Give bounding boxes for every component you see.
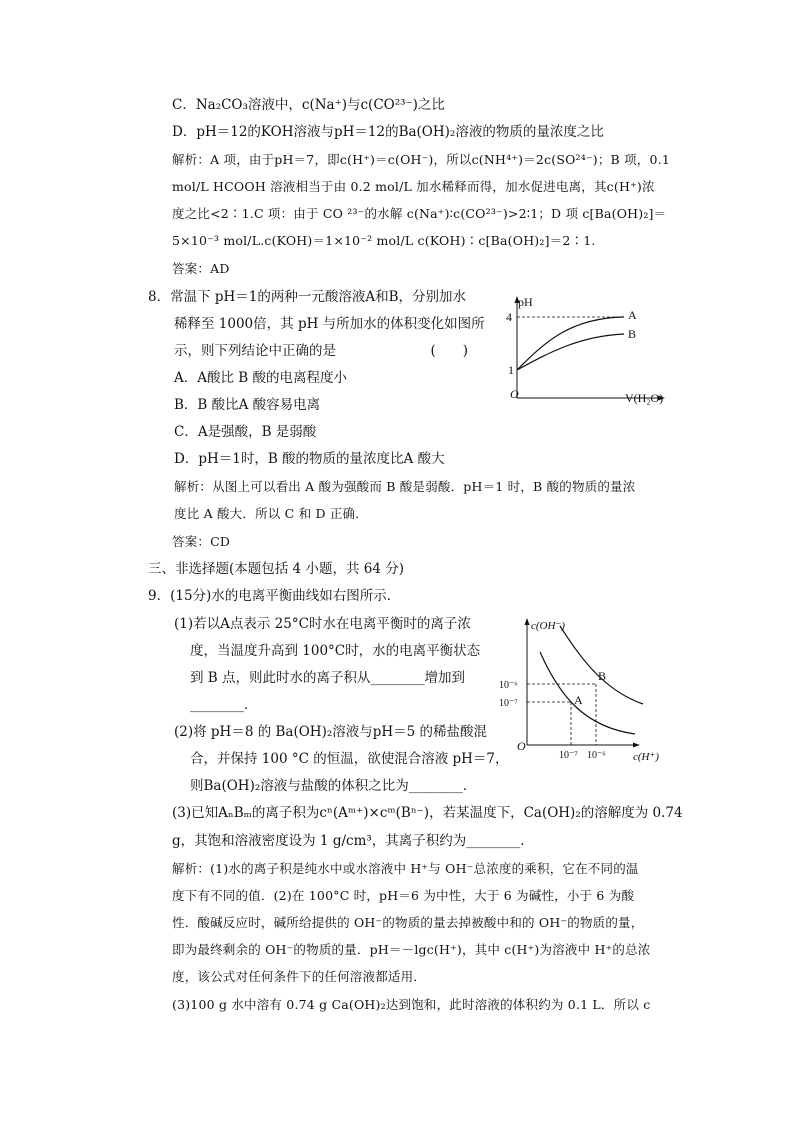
tick-label-1: 1 (508, 363, 514, 377)
origin-label: O (517, 739, 526, 753)
question-9-part-1: 度，当温度升高到 100°C时，水的电离平衡状态 (190, 643, 481, 659)
question-8-option-b: B．B 酸比A 酸容易电离 (174, 397, 321, 413)
question-8-option-d: D．pH＝1时，B 酸的物质的量浓度比A 酸大 (174, 451, 445, 467)
analysis-line: 度之比<2∶1.C 项：由于 CO ²³⁻的水解 c(Na⁺)∶c(CO²³⁻)>2∶1；D 项 c[Ba(OH)₂]＝ (172, 206, 667, 221)
figure-ph-dilution (500, 290, 680, 410)
question-9-part-3: g，其饱和溶液密度设为 1 g/cm³，其离子积约为________． (172, 833, 534, 849)
option-d-line: D．pH＝12的KOH溶液与pH＝12的Ba(OH)₂溶液的物质的量浓度之比 (172, 124, 604, 140)
analysis-line: 5×10⁻³ mol/L.c(KOH)＝1×10⁻² mol/L c(KOH)∶c[Ba(OH)₂]＝2∶1. (172, 233, 596, 248)
question-8-stem: 8．常温下 pH＝1的两种一元酸溶液A和B，分别加水 (148, 289, 467, 305)
section-heading: 三、非选择题(本题包括 4 小题，共 64 分) (148, 561, 404, 577)
question-9-part-1: 到 B 点，则此时水的离子积从________增加到 (190, 670, 466, 686)
x-axis-arrow (633, 743, 640, 748)
analysis-line: 度，该公式对任何条件下的任何溶液都适用． (172, 969, 427, 984)
option-c-line: C．Na₂CO₃溶液中，c(Na⁺)与c(CO²³⁻)之比 (172, 97, 445, 113)
question-8-stem: 示，则下列结论中正确的是 ( ) (174, 343, 469, 359)
analysis-line: 解析：A 项，由于pH＝7，即c(H⁺)＝c(OH⁻)，所以c(NH⁴⁺)＝2c(SO²⁴⁻)；B 项，0.1 (172, 152, 670, 167)
tick-label-4: 4 (506, 310, 512, 324)
question-9-stem: 9．(15分)水的电离平衡曲线如右图所示． (148, 588, 401, 604)
y-tick-upper: 10⁻⁶ (499, 680, 518, 691)
analysis-line: 解析：从图上可以看出 A 酸为强酸而 B 酸是弱酸．pH＝1 时，B 酸的物质的量浓 (174, 479, 636, 494)
analysis-line: (3)100 g 水中溶有 0.74 g Ca(OH)₂达到饱和，此时溶液的体积约为 0.1 L．所以 c (172, 997, 651, 1012)
analysis-line: 性．酸碱反应时，碱所给提供的 OH⁻的物质的量去掉被酸中和的 OH⁻的物质的量， (172, 915, 644, 930)
y-axis-arrow (525, 618, 530, 625)
question-8-stem: 稀释至 1000倍，其 pH 与所加水的体积变化如图所 (174, 316, 485, 332)
figure-water-ionization (495, 612, 675, 767)
answer-line: 答案：AD (172, 261, 230, 276)
question-9-part-3: (3)已知AₙBₘ的离子积为cⁿ(Aᵐ⁺)×cᵐ(Bⁿ⁻)，若某温度下，Ca(OH)₂的溶解度为 0.74 (172, 805, 683, 821)
origin-label: O (510, 387, 519, 401)
question-9-part-1: ________． (190, 697, 258, 713)
y-tick-lower: 10⁻⁷ (499, 698, 518, 709)
question-9-part-2: 则Ba(OH)₂溶液与盐酸的体积之比为________． (190, 778, 477, 794)
analysis-line: mol/L HCOOH 溶液相当于由 0.2 mol/L 加水稀释而得，加水促进电离，其c(H⁺)浓 (172, 179, 655, 194)
y-axis-label: pH (518, 295, 533, 309)
point-b-label: B (598, 669, 607, 683)
question-9-part-2: 合，并保持 100 °C 的恒温，欲使混合溶液 pH＝7， (190, 751, 509, 767)
analysis-line: 解析：(1)水的离子积是纯水中或水溶液中 H⁺与 OH⁻总浓度的乘积，它在不同的温 (172, 861, 639, 876)
x-axis-label: c(H⁺) (633, 751, 659, 763)
question-9-part-2: (2)将 pH＝8 的 Ba(OH)₂溶液与pH＝5 的稀盐酸混 (174, 724, 488, 740)
curve-a-label: A (628, 308, 637, 322)
answer-line: 答案：CD (172, 534, 231, 549)
question-9-part-1: (1)若以A点表示 25°C时水在电离平衡时的离子浓 (174, 616, 471, 632)
question-8-option-a: A．A酸比 B 酸的电离程度小 (174, 370, 348, 386)
analysis-line: 度比 A 酸大．所以 C 和 D 正确． (174, 506, 368, 521)
y-axis-label: c(OH⁻) (531, 620, 565, 632)
curve-100c (560, 626, 643, 704)
curve-b (517, 334, 624, 370)
x-tick-left: 10⁻⁷ (559, 750, 578, 761)
point-a-label: A (574, 693, 583, 707)
x-axis-label: V(H₂O) (625, 391, 664, 405)
x-tick-right: 10⁻⁶ (587, 750, 606, 761)
curve-b-label: B (628, 327, 637, 341)
analysis-line: 度下有不同的值．(2)在 100°C 时，pH＝6 为中性，大于 6 为碱性，小于 6 为酸 (172, 888, 635, 903)
analysis-line: 即为最终剩余的 OH⁻的物质的量．pH＝－lgc(H⁺)，其中 c(H⁺)为溶液中 H⁺的总浓 (172, 942, 651, 957)
question-8-option-c: C．A是强酸，B 是弱酸 (174, 424, 317, 440)
